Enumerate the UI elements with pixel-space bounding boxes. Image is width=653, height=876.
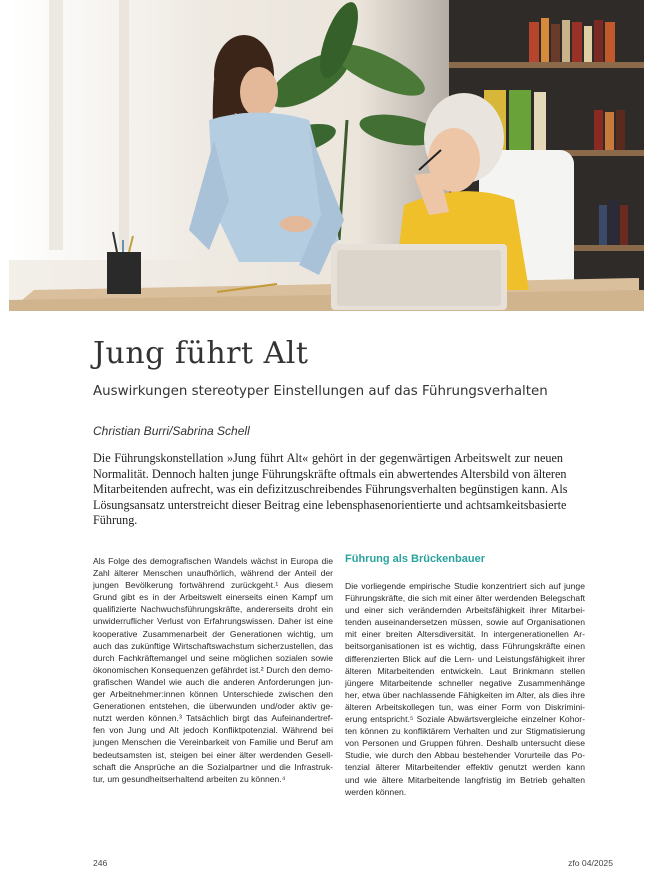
body-line: ten können zu konfliktärem Verhalten und zur Stigmatisierung [345, 726, 585, 737]
body-line: Zahl älterer Menschen unaufhörlich, während der Anteil der [93, 568, 333, 579]
body-line: mit einer breiten Altersdiversität. In intergenerationellen Ar- [345, 629, 585, 640]
body-line: fen von Jung und Alt jedoch Konfliktpotenzial. Während bei [93, 725, 333, 736]
left-column-text [93, 555, 333, 785]
body-line: tenden auseinandersetzen müssen, sowie auf Organisationen [345, 617, 585, 628]
body-line: werden können. [345, 786, 407, 797]
body-line: differenzierten Blick auf die Lern- und Leistungsfähigkeit ihrer [345, 653, 585, 664]
body-line: tur, um gesundheitserhaltend arbeiten zu können.⁴ [93, 773, 286, 784]
article-title: Jung führt Alt [93, 336, 309, 371]
body-line: unwiderruflicher Verlust von Erfahrungswissen. Daher ist eine [93, 616, 333, 627]
body-line: erung entspricht.⁵ Soziale Abwärtsvergleiche einzelner Kohor- [345, 714, 585, 725]
laptop [331, 244, 507, 310]
body-line: tenzial älterer Mitarbeitender effektiv genutzt werden kann [345, 762, 585, 773]
article-authors: Christian Burri/Sabrina Schell [93, 424, 250, 438]
page-number: 246 [93, 858, 108, 868]
body-line: jungen Menschen die Vereinbarkeit von Familie und Beruf am [93, 737, 333, 748]
body-line: Die vorliegende empirische Studie konzentriert sich auf junge [345, 581, 585, 591]
body-line: von Personen und Gruppen führen. Deshalb untersucht diese [345, 738, 585, 749]
section-heading: Führung als Brückenbauer [345, 553, 485, 565]
body-line: kooperative Zusammenarbeit der Generationen wichtig, um [93, 628, 333, 639]
body-line: beitsorganisationen ist es wichtig, dass Führungskräfte einen [345, 641, 585, 652]
article-subtitle: Auswirkungen stereotyper Einstellungen auf das Führungsverhalten [93, 384, 548, 399]
body-line: ger Arbeitnehmer:innen können Unterschiede zwischen den [93, 689, 333, 700]
lead-line: Lösungsansatz unterstreicht dieser Beitrag eine lebensphasenorientierte und achtsamkeitsbasierte [93, 497, 567, 512]
body-line: bedeutsamsten ist, steigen bei einer älter werdenden Gesell- [93, 749, 333, 760]
article-photo [9, 0, 644, 311]
body-line: Generationen entstehen, die überwunden und/oder aktiv ge- [93, 701, 333, 712]
office-scene-illustration [9, 0, 644, 311]
body-line: qualifizierte Nachwuchsführungskräfte, andererseits droht ein [93, 604, 333, 615]
body-line: her, etwa über nachlassende Fähigkeiten im Alter, als dies ihre [345, 689, 585, 700]
journal-issue: zfo 04/2025 [568, 858, 613, 868]
body-line: jungen Bevölkerung fortwährend zurückgeht.¹ Aus diesem [93, 580, 333, 591]
body-line: älteren Arbeitskollegen tun, was einer Form von Diskrimini- [345, 701, 585, 712]
body-line: durch Fachkräftemangel und seine möglichen sozialen sowie [93, 652, 333, 663]
body-line: älteren Mitarbeitenden entwickeln. Laut Brinkmann stellen [345, 665, 585, 676]
body-line: Führungskräfte, die sich mit einer älter werdenden Belegschaft [345, 593, 585, 604]
body-line: auch das zukünftige Wirtschaftswachstum sicherzustellen, das [93, 640, 333, 651]
body-line: schaft die Ansprüche an die Sozialpartner und die Infrastruk- [93, 761, 333, 772]
lead-line: Mitarbeitenden aufrecht, was ein defizitzuschreibendes Führungsverhalten begünstigen kann. Als [93, 482, 568, 497]
lead-line: Normalität. Dennoch halten junge Führungskräfte oftmals ein abwertendes Altersbild von älteren [93, 466, 567, 481]
right-column-text [345, 580, 585, 798]
body-line: ökonomischen Konsequenzen gefährdet ist.² Durch den demo- [93, 664, 333, 675]
body-line: nutzt werden können.³ Tatsächlich birgt das Aufeinandertref- [93, 713, 333, 724]
lead-line: Die Führungskonstellation »Jung führt Alt« gehört in der gegenwärtigen Arbeitswelt zur neuen [93, 451, 563, 465]
lead-line: Führung. [93, 513, 138, 528]
lead-paragraph [93, 451, 568, 529]
body-line: grafischen Wandel wie auch die anderen Anforderungen jun- [93, 676, 333, 687]
body-line: und einer sich verändernden Arbeitsfähigkeit ihrer Mitarbei- [345, 605, 585, 616]
body-line: und wie ältere Mitarbeitende langfristig im Betrieb gehalten [345, 774, 585, 785]
body-line: jüngere Mitarbeitende schneller negative Zusammenhänge [345, 677, 585, 688]
body-line: Studie, wie durch den Abbau bestehender Vorurteile das Po- [345, 750, 585, 761]
body-line: Als Folge des demografischen Wandels wächst in Europa die [93, 556, 333, 566]
body-line: Grund gibt es in der Arbeitswelt einerseits einen Kampf um [93, 592, 333, 603]
